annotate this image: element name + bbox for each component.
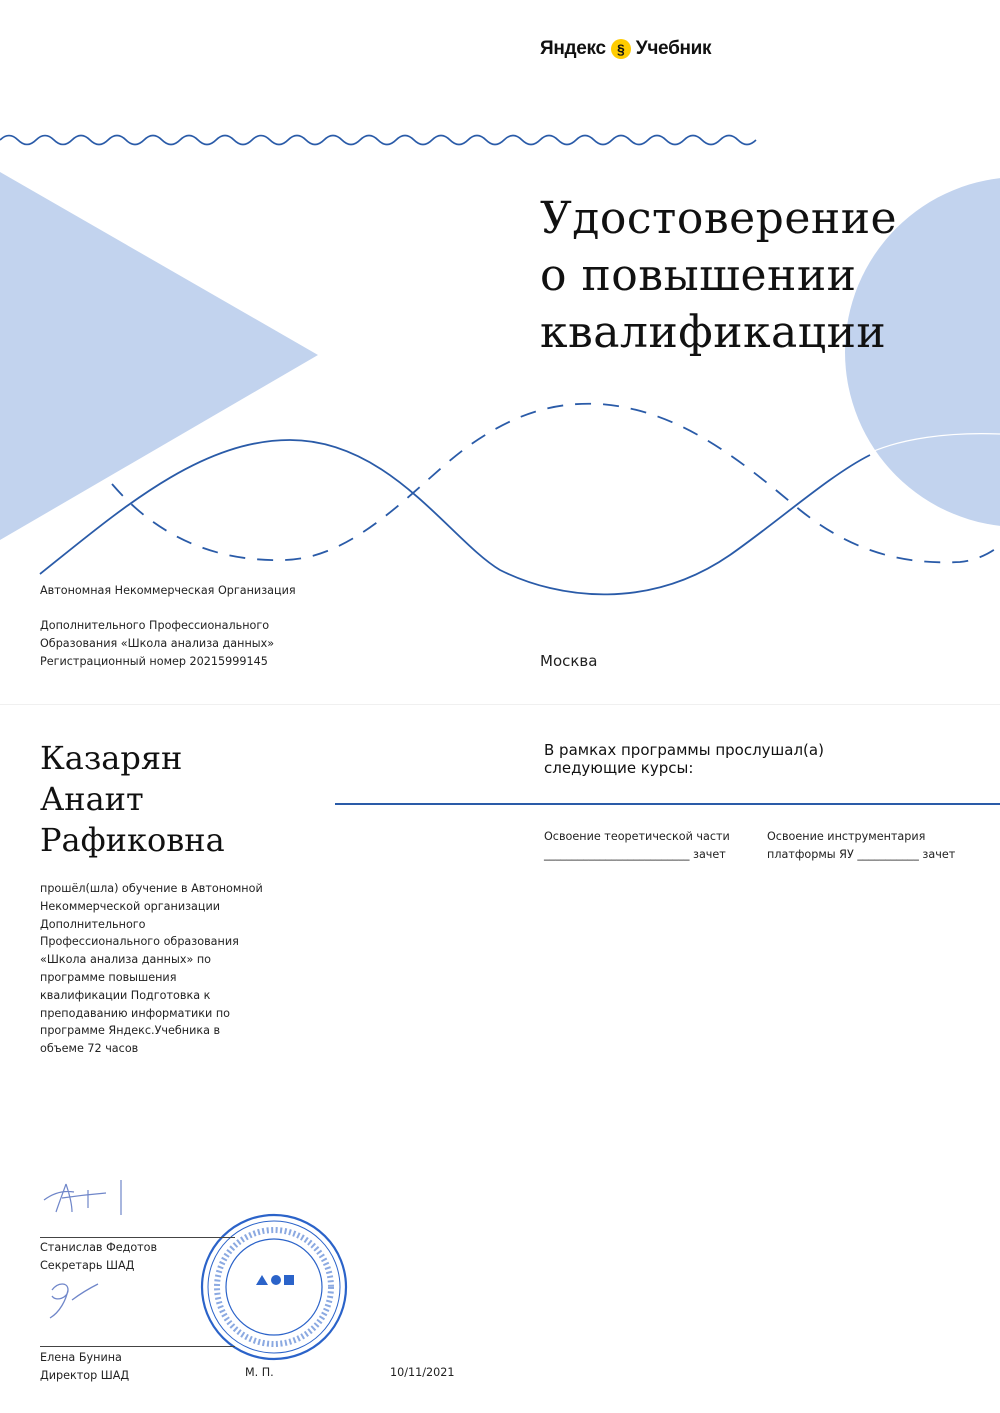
- stamp-logo-square-icon: [284, 1275, 294, 1285]
- issue-date: 10/11/2021: [390, 1366, 455, 1379]
- course-item-platform: [767, 828, 955, 864]
- title-line-2: о повышении: [540, 250, 857, 301]
- description-line: преподаванию информатики по: [40, 1006, 230, 1020]
- program-heading: [544, 741, 824, 777]
- secretary-role: Секретарь ШАД: [40, 1259, 135, 1272]
- course-result: __________________________ зачет: [544, 847, 726, 861]
- logo-brand: Яндекс: [540, 38, 606, 59]
- description-line: Некоммерческой организации: [40, 899, 221, 913]
- stamp-logo-circle-icon: [271, 1275, 281, 1285]
- recipient-first-name: Анаит: [40, 780, 144, 818]
- recipient-name: [40, 738, 225, 861]
- organization-line-2: Дополнительного Профессионального: [40, 619, 270, 632]
- signature-fedotov: [44, 1180, 121, 1215]
- recipient-patronymic: Рафиковна: [40, 821, 225, 859]
- description-line: объеме 72 часов: [40, 1042, 139, 1056]
- signature-line-secretary: [40, 1237, 235, 1238]
- training-description: [40, 880, 300, 1058]
- description-line: «Школа анализа данных» по: [40, 953, 212, 967]
- signature-line-director: [40, 1346, 235, 1347]
- director-name: Елена Бунина: [40, 1351, 122, 1364]
- section-divider: [0, 704, 1000, 705]
- stamp-logo-triangle-icon: [256, 1275, 268, 1285]
- description-line: Дополнительного: [40, 917, 146, 931]
- logo-section-icon: §: [611, 39, 631, 59]
- description-line: программе Яндекс.Учебника в: [40, 1024, 221, 1038]
- decorative-wavy-line: [0, 136, 756, 145]
- organization-type: Автономная Некоммерческая Организация: [40, 584, 296, 597]
- signature-bunina: [50, 1284, 98, 1318]
- title-line-1: Удостоверение: [540, 193, 898, 244]
- program-rule: [335, 803, 1000, 805]
- recipient-last-name: Казарян: [40, 739, 183, 777]
- organization-line-3: Образования «Школа анализа данных»: [40, 637, 275, 650]
- description-line: Профессионального образования: [40, 935, 239, 949]
- registration-number: Регистрационный номер 20215999145: [40, 655, 268, 668]
- seal-label: М. П.: [245, 1366, 274, 1379]
- logo-product: Учебник: [635, 38, 712, 59]
- description-line: прошёл(шла) обучение в Автономной: [40, 882, 263, 895]
- course-title: Освоение инструментария: [767, 830, 926, 843]
- program-heading-line-2: следующие курсы:: [544, 759, 694, 777]
- yandex-uchebnik-logo: [540, 38, 711, 60]
- director-role: Директор ШАД: [40, 1369, 130, 1382]
- city: Москва: [540, 652, 598, 670]
- certificate-title: [540, 190, 980, 361]
- course-result: платформы ЯУ ___________ зачет: [767, 847, 956, 861]
- program-heading-line-1: В рамках программы прослушал(а): [544, 741, 824, 759]
- title-line-3: квалификации: [540, 307, 887, 358]
- course-title: Освоение теоретической части: [544, 830, 730, 843]
- secretary-name: Станислав Федотов: [40, 1241, 158, 1254]
- description-line: программе повышения: [40, 970, 177, 984]
- description-line: квалификации Подготовка к: [40, 988, 211, 1002]
- decorative-solid-sine-curve: [40, 440, 870, 594]
- course-item-theory: [544, 828, 730, 864]
